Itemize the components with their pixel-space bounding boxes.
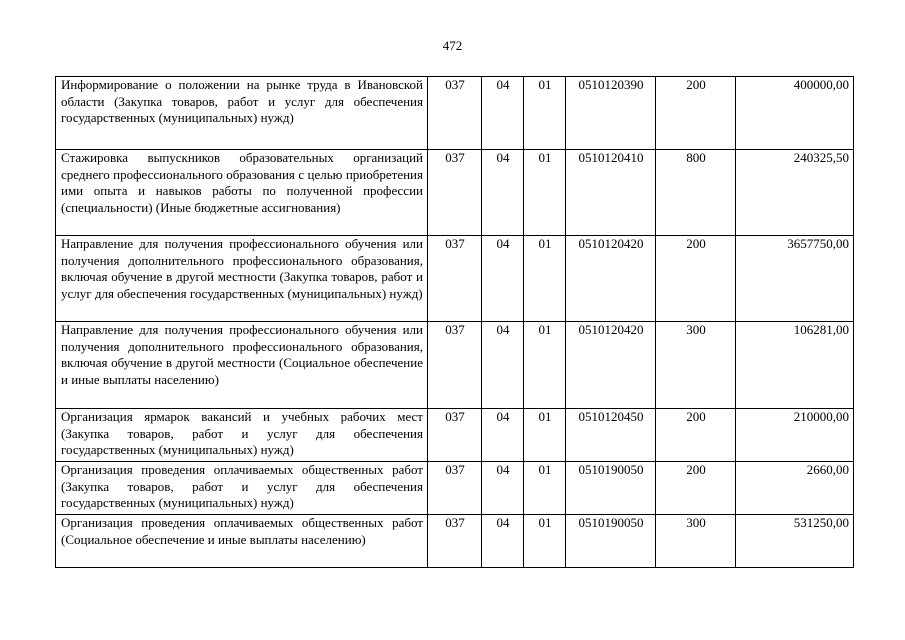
table-row [56, 322, 854, 409]
row-grbs: 037 [428, 322, 482, 409]
row-expense-type: 200 [656, 462, 736, 515]
row-section: 04 [482, 236, 524, 322]
row-section: 04 [482, 77, 524, 150]
row-name: Направление для получения профессионального обучения или получения дополнительного профессионального образования, включая обучение в другой местности (Закупка товаров, работ и услуг для обеспечения государственных (муниципальных) нужд) [56, 236, 428, 322]
row-expense-type: 300 [656, 322, 736, 409]
table-row [56, 409, 854, 462]
page-number: 472 [442, 38, 463, 53]
table-row [56, 515, 854, 568]
row-amount: 240325,50 [736, 150, 854, 236]
row-subsection: 01 [524, 77, 566, 150]
row-target-article: 0510120450 [566, 409, 656, 462]
row-section: 04 [482, 462, 524, 515]
row-name: Организация ярмарок вакансий и учебных рабочих мест (Закупка товаров, работ и услуг для обеспечения государственных (муниципальных) нужд) [56, 409, 428, 462]
row-grbs: 037 [428, 236, 482, 322]
table-row [56, 236, 854, 322]
row-section: 04 [482, 150, 524, 236]
row-expense-type: 200 [656, 236, 736, 322]
row-subsection: 01 [524, 515, 566, 568]
row-subsection: 01 [524, 322, 566, 409]
row-grbs: 037 [428, 462, 482, 515]
row-amount: 106281,00 [736, 322, 854, 409]
row-expense-type: 300 [656, 515, 736, 568]
row-subsection: 01 [524, 409, 566, 462]
row-target-article: 0510120420 [566, 236, 656, 322]
row-amount: 531250,00 [736, 515, 854, 568]
row-subsection: 01 [524, 462, 566, 515]
row-target-article: 0510190050 [566, 515, 656, 568]
row-name: Организация проведения оплачиваемых общественных работ (Закупка товаров, работ и услуг для обеспечения государственных (муниципальных) нужд) [56, 462, 428, 515]
table-row [56, 150, 854, 236]
row-subsection: 01 [524, 150, 566, 236]
row-subsection: 01 [524, 236, 566, 322]
table-row [56, 77, 854, 150]
row-grbs: 037 [428, 150, 482, 236]
row-name: Организация проведения оплачиваемых общественных работ (Социальное обеспечение и иные выплаты населению) [56, 515, 428, 568]
row-section: 04 [482, 515, 524, 568]
row-expense-type: 800 [656, 150, 736, 236]
table-row [56, 462, 854, 515]
row-target-article: 0510120410 [566, 150, 656, 236]
row-expense-type: 200 [656, 409, 736, 462]
row-name: Направление для получения профессионального обучения или получения дополнительного профессионального образования, включая обучение в другой местности (Социальное обеспечение и иные выплаты населению) [56, 322, 428, 409]
row-amount: 210000,00 [736, 409, 854, 462]
row-target-article: 0510120390 [566, 77, 656, 150]
row-amount: 3657750,00 [736, 236, 854, 322]
budget-table [55, 76, 854, 568]
row-grbs: 037 [428, 77, 482, 150]
row-expense-type: 200 [656, 77, 736, 150]
row-section: 04 [482, 322, 524, 409]
row-name: Информирование о положении на рынке труда в Ивановской области (Закупка товаров, работ и услуг для обеспечения государственных (муниципальных) нужд) [56, 77, 428, 150]
row-amount: 2660,00 [736, 462, 854, 515]
row-target-article: 0510190050 [566, 462, 656, 515]
row-section: 04 [482, 409, 524, 462]
row-grbs: 037 [428, 409, 482, 462]
row-amount: 400000,00 [736, 77, 854, 150]
row-name: Стажировка выпускников образовательных организаций среднего профессионального образования с целью приобретения ими опыта и навыков работы по полученной профессии (специальности) (Иные бюджетные ассигнования) [56, 150, 428, 236]
row-grbs: 037 [428, 515, 482, 568]
row-target-article: 0510120420 [566, 322, 656, 409]
